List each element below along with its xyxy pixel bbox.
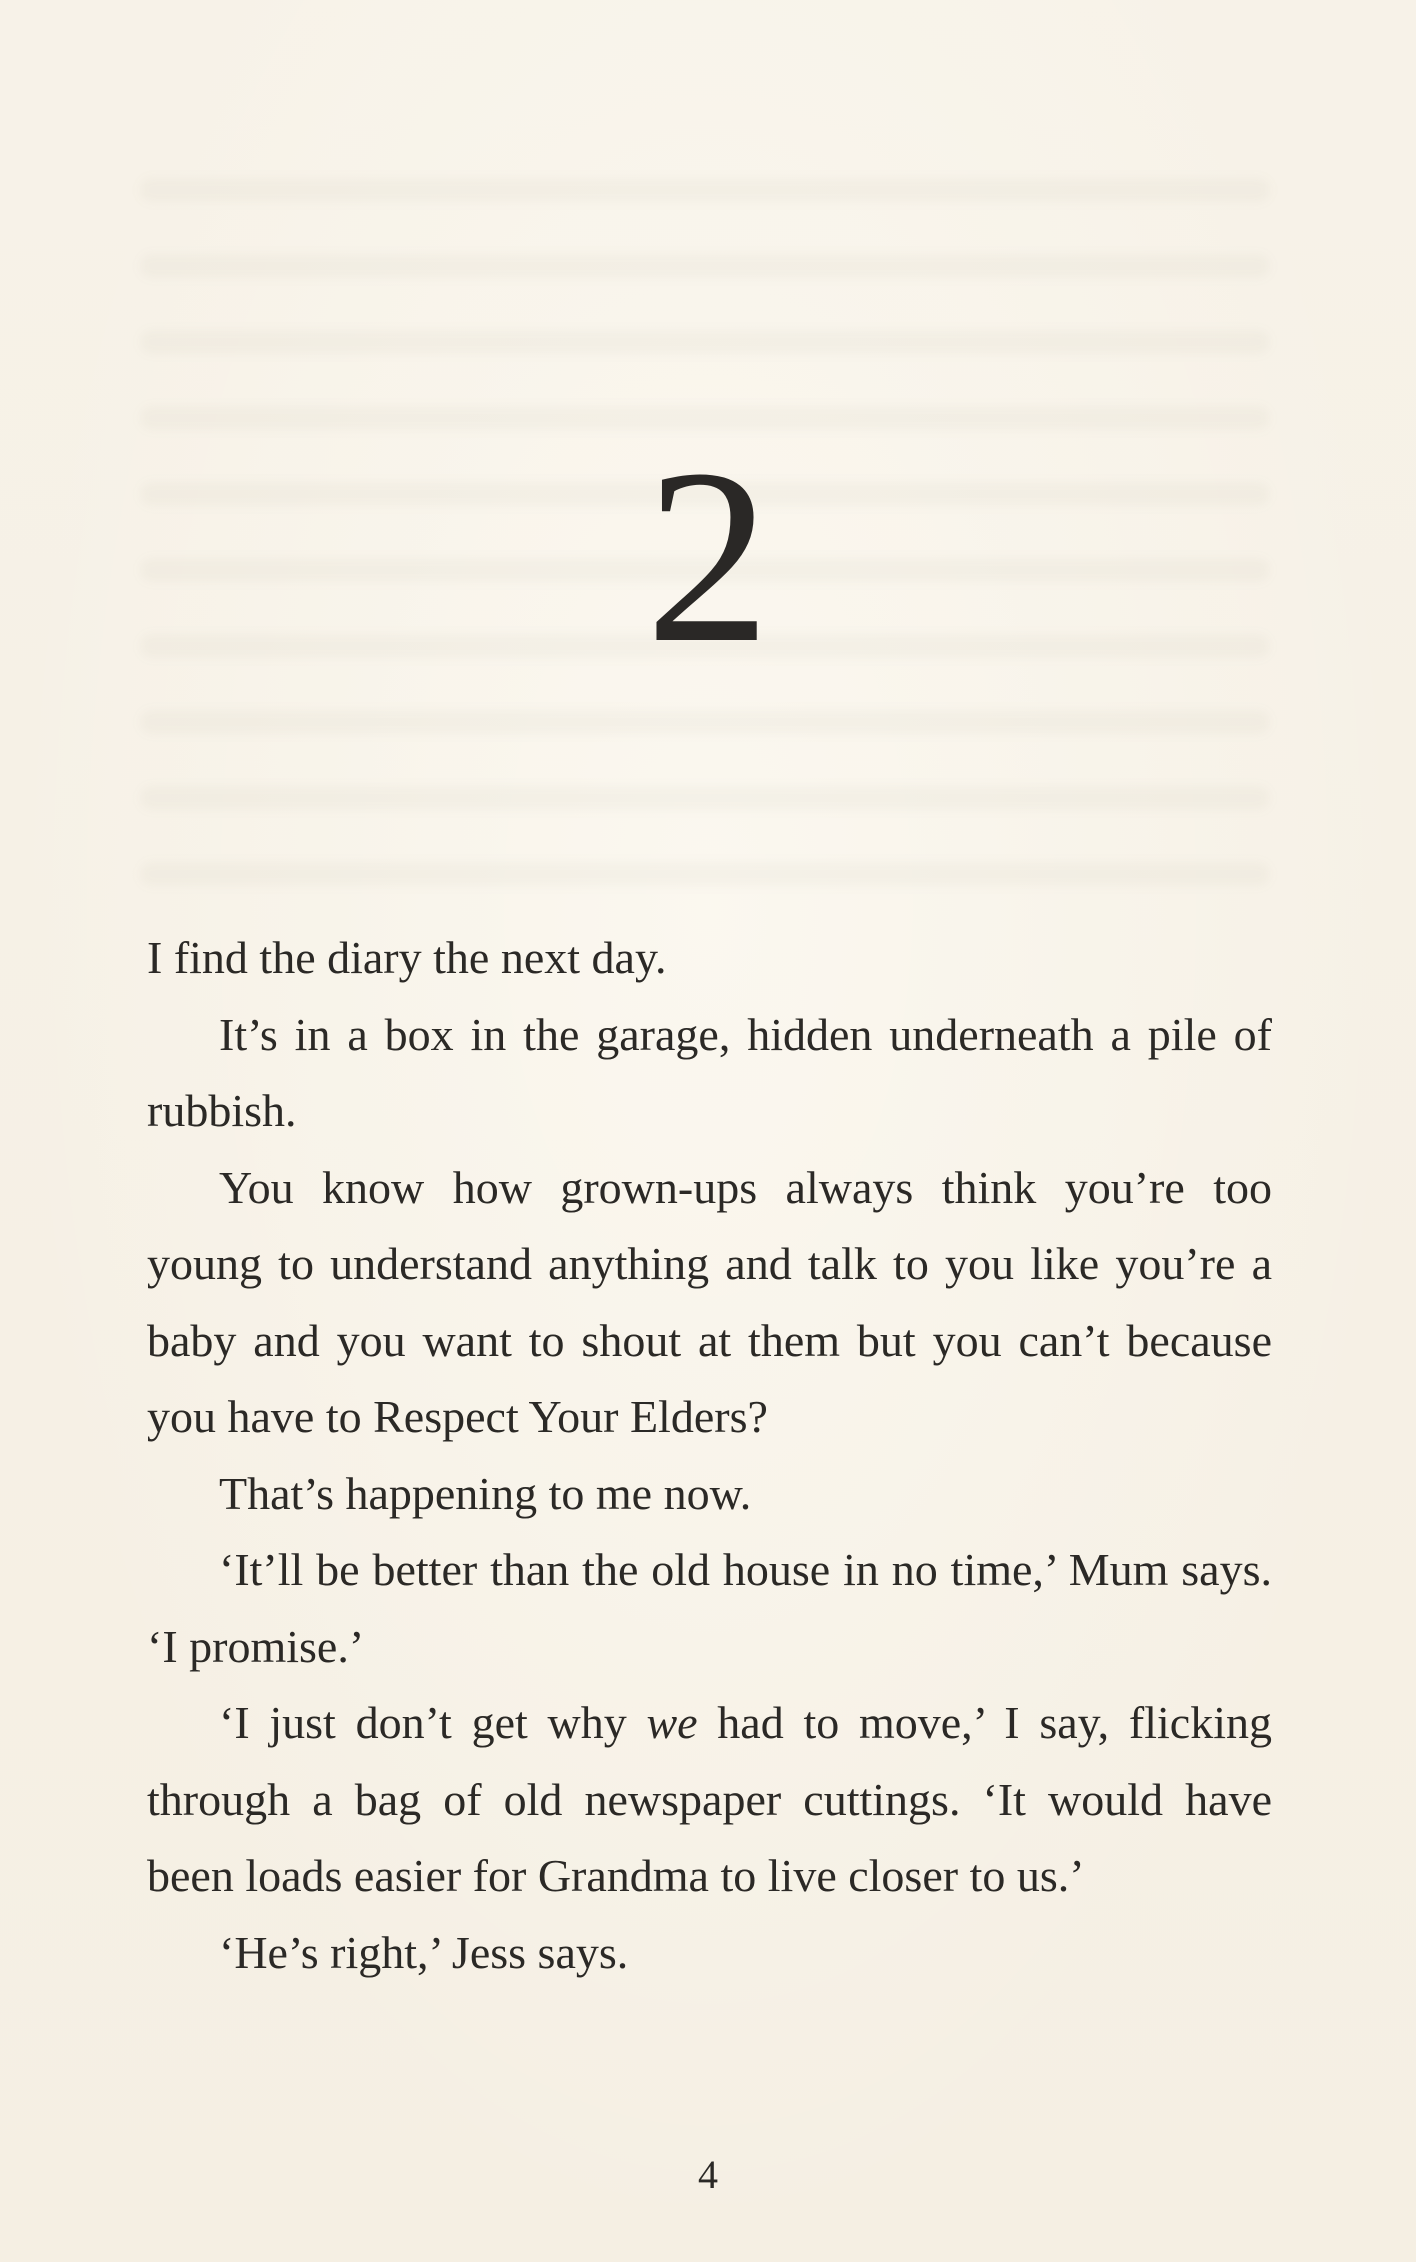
text-run: It’s in a box in the garage, hidden underneath a pile of rubbish. [147,1008,1272,1136]
paragraph [147,1532,1272,1685]
text-run: ‘I just don’t get why [219,1697,647,1748]
page-number: 4 [698,2152,718,2197]
text-run: That’s happening to me now. [219,1467,752,1519]
body-text [147,920,1272,1991]
text-run: ‘He’s right,’ Jess says. [219,1926,629,1978]
text-run: had to move,’ I say, flicking through a bag of old newspaper cuttings. ‘It would have been loads easier for Grandma to live closer to us.’ [147,1697,1272,1901]
text-run: I find the diary the next day. [147,932,667,983]
italic-text: we [646,1697,698,1748]
paragraph [147,1150,1272,1456]
paragraph [147,920,1272,997]
chapter-number: 2 [645,418,771,695]
text-run: You know how grown-ups always think you’re too young to understand anything and talk to you like you’re a baby and you want to shout at them but you can’t because you have to Respect Your Elders? [147,1161,1272,1442]
text-run: ‘It’ll be better than the old house in no time,’ Mum says. ‘I promise.’ [147,1544,1272,1672]
paragraph [147,1915,1272,1992]
paragraph [147,1456,1272,1533]
paragraph [147,1685,1272,1915]
paragraph [147,997,1272,1150]
